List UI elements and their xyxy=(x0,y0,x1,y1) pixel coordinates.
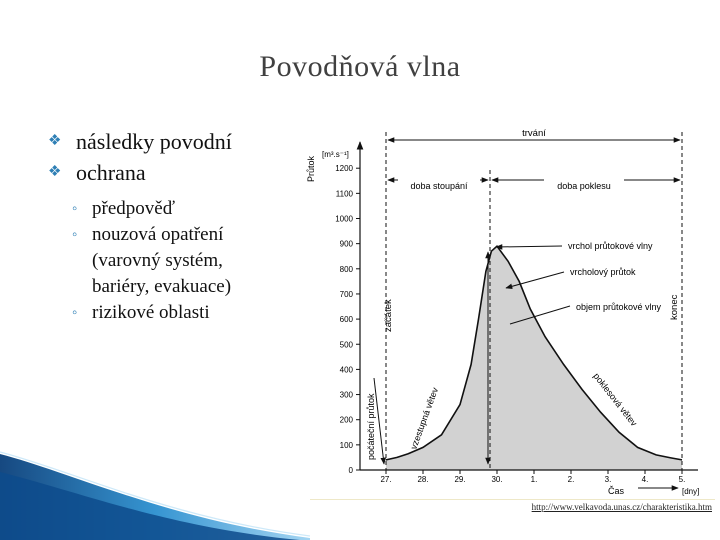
y-tick-label: 600 xyxy=(339,315,353,325)
bullet-consequences: ❖ následky povodní xyxy=(48,126,308,157)
sub-bullet-forecast: ◦ předpověď xyxy=(48,196,308,222)
y-tick-label: 200 xyxy=(339,415,353,425)
y-tick-label: 500 xyxy=(339,340,353,350)
fall-time-label: doba poklesu xyxy=(557,181,611,191)
y-axis-name: Průtok xyxy=(306,155,316,182)
duration-label: trvání xyxy=(522,128,546,139)
y-tick-label: 900 xyxy=(339,239,353,249)
sub-bullet-marker-icon: ◦ xyxy=(72,227,78,243)
footer-rule xyxy=(310,499,715,500)
x-tick-label: 2. xyxy=(567,475,575,484)
hydrograph-figure xyxy=(300,120,720,500)
x-tick-label: 3. xyxy=(604,475,612,484)
peak-flow-label: vrcholový průtok xyxy=(570,267,636,277)
x-tick-label: 28. xyxy=(417,475,429,484)
start-label: začátek xyxy=(383,299,394,332)
x-tick-label: 5. xyxy=(678,475,686,484)
peak-label: vrchol průtokové vlny xyxy=(568,241,653,251)
y-tick-label: 700 xyxy=(339,289,353,299)
y-axis-unit: [m³.s⁻¹] xyxy=(322,150,349,159)
y-tick-label: 300 xyxy=(339,390,353,400)
sub-bullet-emergency: ◦ nouzová opatření (varovný systém, bariéry, evakuace) xyxy=(72,224,232,297)
initial-flow-label: počáteční průtok xyxy=(366,393,376,460)
bullet-marker-icon: ❖ xyxy=(48,164,62,180)
falling-limb-label: poklesová větev xyxy=(591,371,640,429)
y-tick-label: 1000 xyxy=(335,214,353,224)
sub-bullet-risk-areas: ◦ rizikové oblasti xyxy=(48,300,308,326)
y-tick-label: 100 xyxy=(339,440,353,450)
y-tick-label: 1100 xyxy=(335,189,353,199)
sub-bullet-marker-icon: ◦ xyxy=(72,305,78,321)
sub-bullet-marker-icon: ◦ xyxy=(72,201,78,217)
rising-limb-label: vzestupná větev xyxy=(408,386,441,451)
decorative-wave xyxy=(0,450,310,540)
y-tick-label: 0 xyxy=(348,466,353,475)
bullet-protection: ❖ ochrana xyxy=(48,157,308,188)
rise-time-label: doba stoupání xyxy=(410,181,468,191)
volume-label: objem průtokové vlny xyxy=(576,302,662,312)
bullet-list xyxy=(48,126,308,326)
end-label: konec xyxy=(669,294,680,320)
bullet-marker-icon: ❖ xyxy=(48,133,62,149)
y-tick-label: 400 xyxy=(339,365,353,375)
x-tick-label: 30. xyxy=(491,475,503,484)
source-link[interactable]: http://www.velkavoda.unas.cz/charakteristika.htm xyxy=(531,502,712,512)
x-tick-label: 1. xyxy=(530,475,538,484)
x-tick-label: 4. xyxy=(641,475,649,484)
y-tick-label: 1200 xyxy=(335,164,353,174)
x-axis-unit: [dny] xyxy=(682,487,700,496)
slide-title: Povodňová vlna xyxy=(259,50,461,83)
y-tick-label: 800 xyxy=(339,264,353,274)
x-tick-label: 27. xyxy=(380,475,392,484)
peak-pointer xyxy=(496,246,562,247)
x-axis-label: Čas xyxy=(608,486,625,496)
x-tick-label: 29. xyxy=(454,475,466,484)
